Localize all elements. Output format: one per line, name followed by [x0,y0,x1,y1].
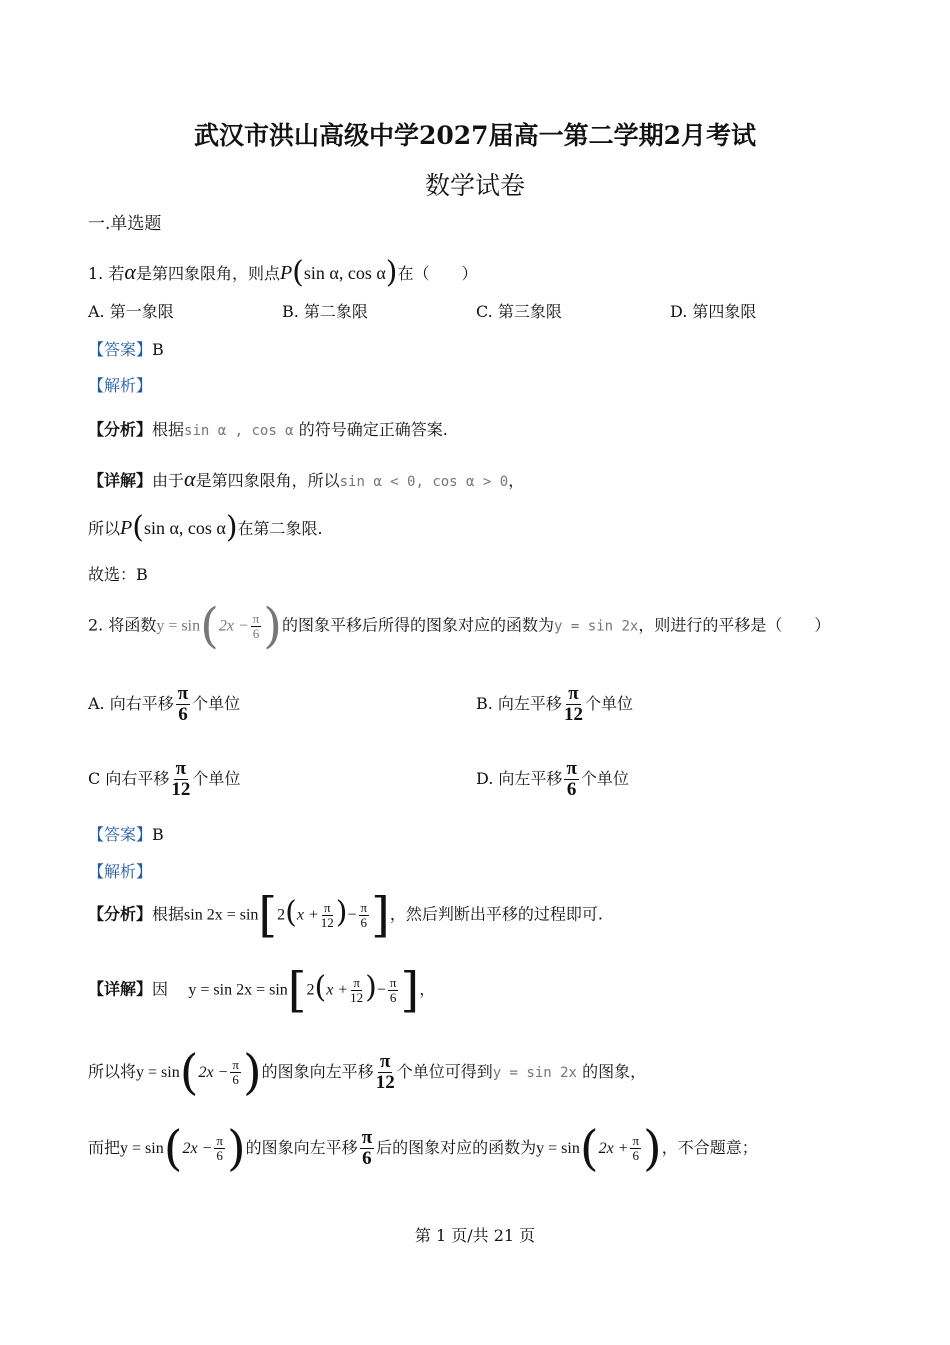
bracket-icon: ] [400,962,420,1019]
q2-detail [88,962,436,1019]
fraction [230,1058,241,1086]
answer-value: B [152,340,164,359]
paren-icon: ) [242,1044,262,1101]
analysis-text: 根据 [152,904,185,924]
q1-text: 在（ ） [397,264,478,283]
denominator: 6 [362,1147,372,1169]
q1-option-d: D. 第四象限 [670,302,757,321]
analysis-math: sin α , cos α [184,423,294,439]
numerator: π [389,975,397,990]
fraction [214,1134,225,1162]
paren-icon: ( [132,509,144,545]
option-text: 个单位 [192,693,241,713]
fraction [359,901,370,929]
paren-icon: ) [226,1120,246,1177]
page-title: 武汉市洪山高级中学2027届高一第二学期2月考试 [194,121,756,150]
math-text: 2 [277,906,286,924]
denominator: 6 [178,703,188,725]
paren-icon: ) [335,895,348,931]
line-text: 在第二象限. [237,519,323,538]
numerator: π [323,900,331,915]
fraction [360,1128,374,1169]
option-text: 个单位 [584,693,633,713]
q2-option-b [476,684,633,725]
line-text: 的图象向左平移 [261,1061,374,1081]
numerator: π [632,1133,640,1149]
math-text: x + [296,906,319,924]
line-point-p: P [120,517,133,539]
q1-detail [88,466,525,492]
q2-line4 [88,1120,758,1177]
math-text: 2x − [182,1139,213,1157]
q2-stem [88,598,831,655]
numerator: π [353,975,360,990]
detail-text: ， [508,471,525,490]
numerator: π [360,900,368,915]
numerator: π [216,1133,223,1149]
paren-icon: ( [200,598,219,655]
q2-jiexi: 【解析】 [88,862,153,881]
detail-text: ， [419,979,436,999]
denominator: 6 [566,778,577,800]
q1-text: 是第四象限角，则点 [135,264,280,283]
analysis-lhs: sin 2x = sin [184,906,259,924]
q1-jiexi: 【解析】 [88,376,153,395]
line-text: 而把 [88,1137,121,1157]
q1-conclusion: 故选：B [88,565,148,584]
paren-icon: ) [263,598,283,655]
math-text: x + [326,981,349,999]
q2-option-d [476,759,629,800]
q2-target-fn: y = sin 2x [554,618,639,635]
detail-math: sin α < 0, cos α > 0 [339,474,509,490]
line-text: 个单位可得到 [396,1061,493,1081]
q2-line3 [88,1044,647,1101]
q2-fn-arg: 2x − [218,617,249,635]
fraction [388,976,399,1004]
q1-point-args: sin α, cos α [303,263,386,283]
denominator: 12 [320,914,334,930]
q1-analysis [88,420,448,441]
fraction [630,1134,641,1162]
fraction [564,684,583,725]
paren-icon: ( [285,895,297,931]
line-point-args: sin α, cos α [143,518,226,538]
analysis-text: 的符号确定正确答案. [298,420,448,439]
paren-icon: ) [385,254,398,290]
paren-icon: ( [163,1120,183,1177]
q1-option-c: C. 第三象限 [476,302,562,321]
math-text: − [347,906,357,924]
detail-alpha: α [184,466,196,491]
q2-text: 的图象平移后所得的图象对应的函数为 [282,615,555,635]
q1-answer [88,340,164,360]
detail-text: 因 [152,979,169,999]
denominator: 6 [632,1147,639,1163]
detail-text: 由于 [152,471,185,490]
math-text: − [376,981,386,999]
numerator: π [568,683,579,704]
paren-icon: ( [579,1120,599,1177]
math-text: y = sin [136,1063,180,1081]
denominator: 12 [350,989,364,1005]
option-text: 个单位 [580,768,629,788]
math-text: y = sin [120,1139,164,1157]
answer-value: B [152,825,164,844]
denominator: 12 [171,778,191,800]
numerator: π [177,683,189,704]
denominator: 6 [232,1071,239,1087]
denominator: 6 [216,1147,223,1163]
section-heading: 一.单选题 [88,214,162,234]
paren-icon: ) [643,1120,662,1177]
q1-option-a: A. 第一象限 [88,302,174,321]
numerator: π [175,758,187,779]
numerator: π [252,611,260,626]
analysis-tag: 【分析】 [88,420,153,439]
page-footer: 第 1 页/共 21 页 [414,1226,536,1245]
q1-number: 1. [88,264,104,283]
q1-text: 若 [108,264,125,283]
bracket-icon: [ [287,962,307,1019]
math-text: 2x − [198,1063,229,1081]
answer-tag: 【答案】 [88,825,153,844]
denominator: 12 [375,1071,395,1093]
line-text: 的图象， [582,1061,647,1081]
line-text: 所以 [88,519,121,538]
denominator: 6 [360,914,368,930]
math-text: 2 [306,981,315,999]
paren-icon: ) [225,509,238,545]
numerator: π [232,1057,239,1073]
option-text: 个单位 [192,768,241,788]
q2-text: ，则进行的平移是（ ） [638,615,831,635]
answer-tag: 【答案】 [88,340,153,359]
fraction [350,976,363,1004]
q2-number: 2. [88,615,104,635]
q1-alpha: α [124,259,136,284]
detail-lhs: y = sin 2x = sin [188,981,288,999]
detail-tag: 【详解】 [88,979,153,999]
math-text: 2x + [598,1139,629,1157]
q1-stem [88,254,478,290]
bracket-icon: [ [258,887,278,944]
q1-line2 [88,509,323,545]
denominator: 6 [389,989,397,1005]
line-text: 的图象向左平移 [245,1137,358,1157]
option-text: B. 向左平移 [476,693,562,713]
fraction [171,759,190,800]
analysis-text: 根据 [152,420,185,439]
q2-text: 将函数 [108,615,157,635]
option-text: A. 向右平移 [88,693,174,713]
numerator: π [379,1051,391,1072]
math-text: y = sin [536,1139,580,1157]
math-text: y = sin 2x [492,1064,577,1081]
q2-answer [88,825,164,845]
detail-text: 是第四象限角，所以 [195,471,340,490]
line-text: ，不合题意； [661,1137,758,1157]
q1-point-p: P [279,262,293,284]
bracket-icon: ] [371,887,390,944]
line-text: 所以将 [88,1061,137,1081]
paren-icon: ( [292,254,304,290]
detail-tag: 【详解】 [88,471,153,490]
numerator: π [361,1127,373,1148]
numerator: π [566,758,577,779]
fraction [176,684,190,725]
denominator: 6 [252,625,260,641]
denominator: 12 [563,703,583,725]
fraction [376,1052,395,1093]
q2-option-c [88,759,240,800]
paren-icon: ( [179,1044,199,1101]
page-subtitle: 数学试卷 [424,171,525,200]
analysis-text: ，然后判断出平移的过程即可. [389,904,603,924]
option-text: C 向右平移 [88,768,170,788]
q2-option-a [88,684,240,725]
fraction [564,759,578,800]
analysis-tag: 【分析】 [88,904,153,924]
q2-fn: y = sin [156,617,201,635]
line-text: 后的图象对应的函数为 [376,1137,537,1157]
fraction [321,901,334,929]
paren-icon: ) [365,970,377,1006]
q2-analysis [88,887,603,944]
fraction [251,612,262,640]
q1-option-b: B. 第二象限 [282,302,368,321]
paren-icon: ( [314,970,327,1006]
option-text: D. 向左平移 [476,768,563,788]
